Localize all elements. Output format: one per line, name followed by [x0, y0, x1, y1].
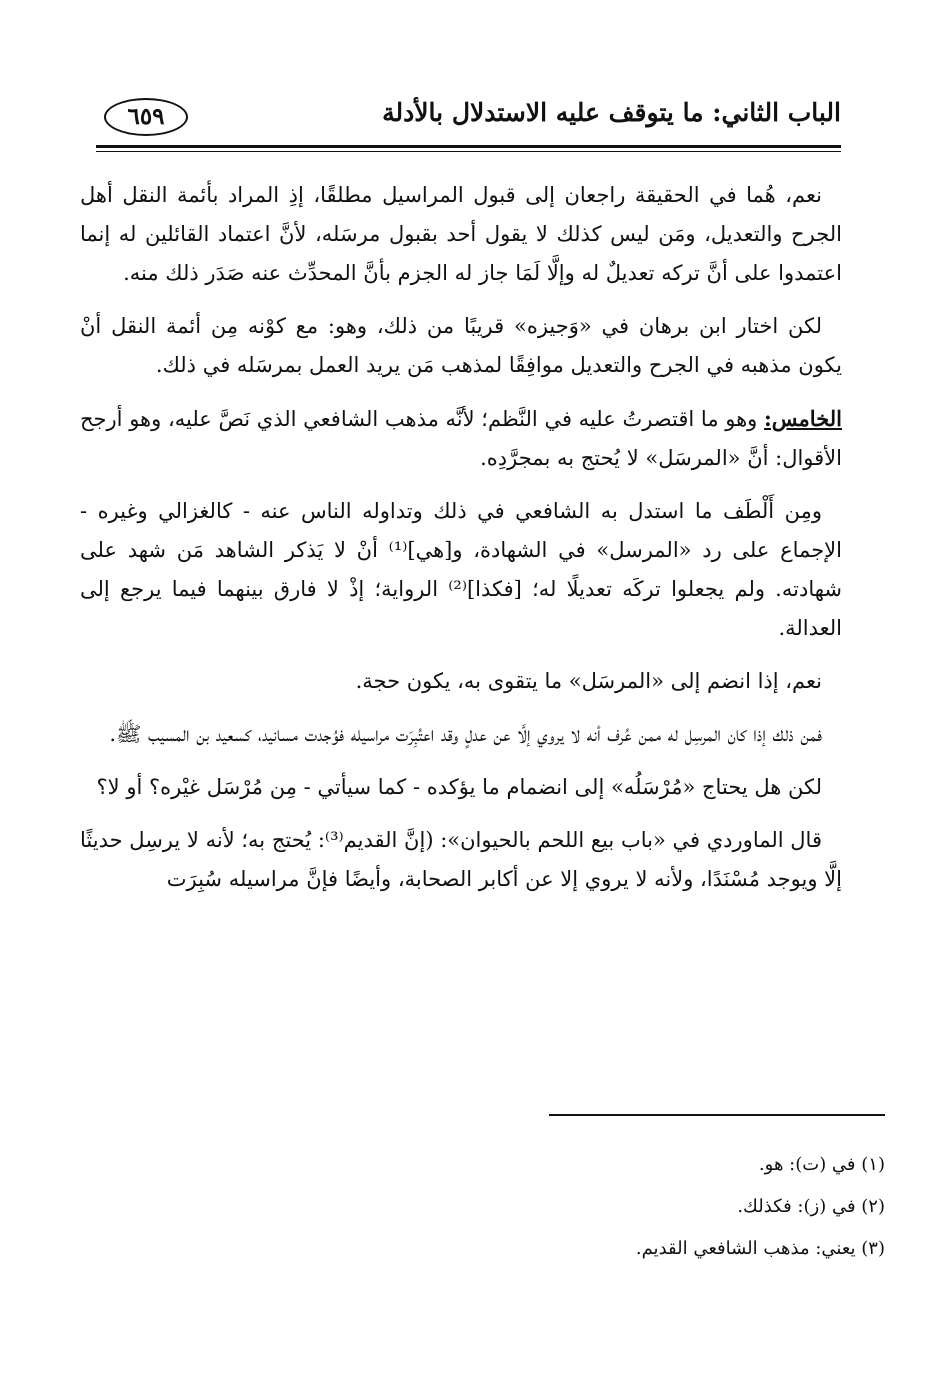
page-header [96, 94, 841, 142]
footnote-separator [549, 1114, 885, 1116]
footnote: (٢) في (ز): فكذلك. [737, 1196, 885, 1217]
paragraph-text: وهو ما اقتصرتُ عليه في النَّظم؛ لأنَّه مذهب الشافعي الذي نَصَّ عليه، وهو أرجح الأقوال: أنَّ «المرسَل» لا يُحتج به بمجرَّدِه. [80, 407, 842, 470]
header-rule-thick [96, 145, 841, 148]
paragraph-khamis [80, 399, 842, 478]
paragraph: قال الماوردي في «باب بيع اللحم بالحيوان»: (إنَّ القديم⁽³⁾: يُحتج به؛ لأنه لا يرسِل حديثًا إلَّا ويوجد مُسْنَدًا، ولأنه لا يروي إلا عن أكابر الصحابة، وأيضًا فإنَّ مراسيله سُبِرَت [80, 828, 842, 891]
footnote: (٣) يعني: مذهب الشافعي القديم. [635, 1238, 885, 1259]
footnote: (١) في (ت): هو. [758, 1154, 885, 1175]
paragraph: فمن ذلك إذا كان المرسِل له ممن عُرف أنه لا يروي إلَّا عن عدلٍ وقد اعتُبِرَت مراسيله فوُجدت مسانيد، كسعيد بن المسيب ﷺ. [109, 722, 822, 746]
paragraph: ومِن أَلْطَف ما استدل به الشافعي في ذلك وتداوله الناس عنه - كالغزالي وغيره - الإجماع على رد «المرسل» في الشهادة، و[هي]⁽¹⁾ أنْ لا يَذكر الشاهد مَن شهد على شهادته. ولم يجعلوا تركَه تعديلًا له؛ [فكذا]⁽²⁾ الرواية؛ إذْ لا فارق بينهما فيما يرجع إلى العدالة. [80, 499, 842, 640]
paragraph: لكن اختار ابن برهان في «وَجيزه» قريبًا من ذلك، وهو: مع كوْنه مِن أئمة النقل أنْ يكون مذهبه في الجرح والتعديل موافِقًا لمذهب مَن يريد العمل بمرسَله في ذلك. [80, 314, 842, 377]
main-text [80, 176, 842, 913]
paragraph: لكن هل يحتاج «مُرْسَلُه» إلى انضمام ما يؤكده - كما سيأتي - مِن مُرْسَل غيْره؟ أو لا؟ [96, 775, 822, 799]
page-number: ٦٥٩ [104, 98, 188, 136]
footnotes [420, 1150, 885, 1276]
paragraph: نعم، إذا انضم إلى «المرسَل» ما يتقوى به، يكون حجة. [355, 669, 822, 693]
running-title: الباب الثاني: ما يتوقف عليه الاستدلال بالأدلة [382, 98, 841, 127]
paragraph: نعم، هُما في الحقيقة راجعان إلى قبول المراسيل مطلقًا، إذِ المراد بأئمة النقل أهل الجرح والتعديل، ومَن ليس كذلك لا يقول أحد بقبول مرسَله، لأنَّ اعتماد القائلين له إنما اعتمدوا على أنَّ تركه تعديلٌ له وإلَّا لَمَا جاز له الجزم بأنَّ المحدِّث عنه صَدَر ذلك منه. [80, 183, 842, 285]
section-label-khamis: الخامس: [764, 406, 842, 431]
header-rule-thin [96, 151, 841, 152]
